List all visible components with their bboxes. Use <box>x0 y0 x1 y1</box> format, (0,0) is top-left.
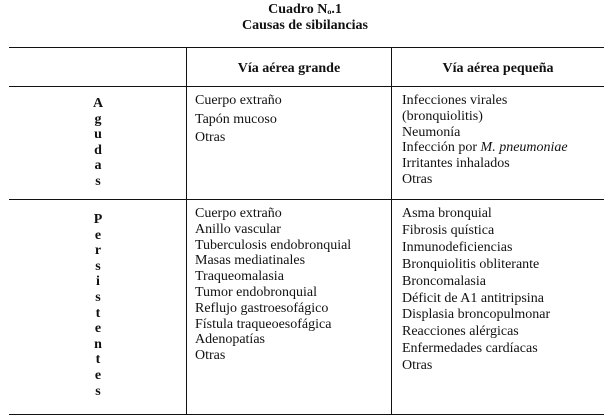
list-item: Anillo vascular <box>195 221 281 237</box>
list-item: Otras <box>195 348 226 364</box>
list-item: Cuerpo extraño <box>195 206 282 221</box>
list-item: Tuberculosis endobronquial <box>195 237 352 253</box>
list-item: Bronquiolitis obliterante <box>402 256 540 272</box>
list-item: Masas mediatinales <box>195 253 306 269</box>
list-item: Otras <box>195 130 226 146</box>
persistentes-large-airway-list <box>195 206 351 364</box>
label-letter: s <box>95 258 101 274</box>
list-item: Reflujo gastroesofágico <box>195 300 329 316</box>
list-item: Fístula traqueoesofágica <box>195 316 332 332</box>
list-item: Asma bronquial <box>402 206 492 221</box>
label-letter: e <box>94 227 102 243</box>
list-item: Cuerpo extraño <box>195 93 282 108</box>
label-letter: s <box>95 383 101 399</box>
list-item: Inmunodeficiencias <box>402 239 513 255</box>
column-header-small-airway: Vía aérea pequeña <box>442 61 554 76</box>
pathogen-name: M. pneumoniae <box>480 140 568 156</box>
list-item: Tumor endobronquial <box>195 284 317 300</box>
label-letter: e <box>94 367 102 383</box>
column-divider-2 <box>391 47 392 415</box>
label-letter: t <box>95 305 101 321</box>
label-letter: r <box>94 243 102 259</box>
list-item: Adenopatías <box>195 332 265 348</box>
list-item-text: Infección por <box>402 140 481 156</box>
label-letter: i <box>96 274 100 290</box>
table-bottom-rule <box>9 414 604 415</box>
label-letter: n <box>94 336 102 352</box>
column-header-large-airway: Vía aérea grande <box>237 61 341 76</box>
label-letter: a <box>94 158 102 174</box>
list-item: Displasia broncopulmonar <box>402 307 551 323</box>
label-letter: g <box>94 111 102 127</box>
label-letter: A <box>92 96 104 111</box>
list-item: Enfermedades cardíacas <box>402 341 538 357</box>
list-item: Otras <box>402 358 433 374</box>
label-letter: d <box>94 142 102 158</box>
list-item: Traqueomalasia <box>195 269 284 285</box>
persistentes-small-airway-list <box>402 206 550 375</box>
row-divider-rule <box>9 199 604 200</box>
list-item: (bronquiolitis) <box>402 108 483 124</box>
list-item: Neumonía <box>402 124 461 140</box>
label-letter: s <box>95 173 101 189</box>
agudas-small-airway-list <box>402 93 568 188</box>
list-item: Tapón mucoso <box>195 111 277 127</box>
table-top-rule <box>9 47 604 48</box>
label-letter: e <box>94 321 102 337</box>
table-number: Cuadro Nₒ.1 <box>268 2 342 17</box>
header-bottom-rule <box>9 86 604 87</box>
row-label-agudas <box>9 96 187 190</box>
list-item: Déficit de A1 antitripsina <box>402 290 544 306</box>
label-letter: t <box>95 352 101 368</box>
list-item: Broncomalasia <box>402 273 486 289</box>
list-item: Otras <box>402 171 433 187</box>
label-letter: u <box>94 127 102 143</box>
list-item <box>402 140 568 156</box>
list-item: Irritantes inhalados <box>402 156 510 172</box>
list-item: Infecciones virales <box>402 93 508 108</box>
table-title: Causas de sibilancias <box>241 18 369 33</box>
agudas-large-airway-list <box>195 92 282 148</box>
label-letter: s <box>95 289 101 305</box>
row-label-persistentes <box>9 212 187 399</box>
list-item: Fibrosis quística <box>402 222 495 238</box>
list-item: Reacciones alérgicas <box>402 324 519 340</box>
label-letter: P <box>93 212 103 227</box>
